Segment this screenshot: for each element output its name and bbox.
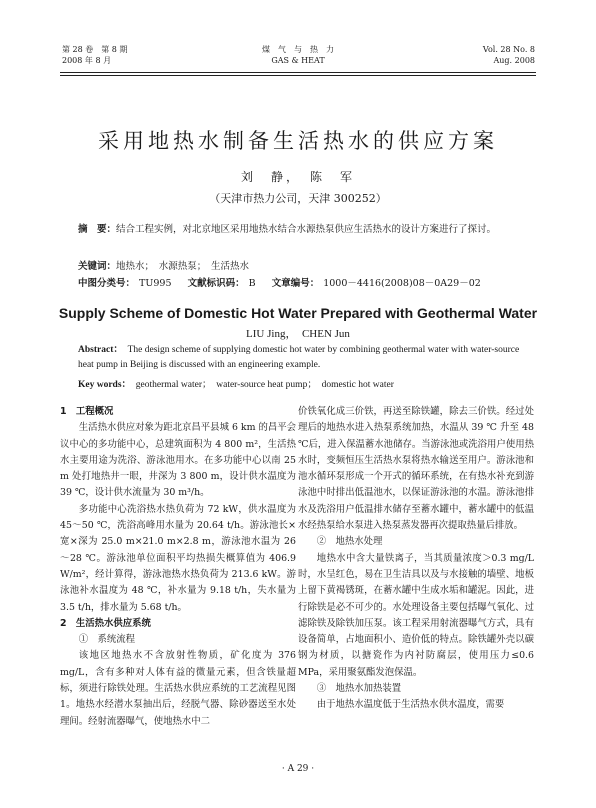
paragraph: 由于地热水温度低于生活热水供水温度，需要 <box>316 699 505 711</box>
abstract-cn <box>78 222 528 237</box>
clc-label: 中图分类号： <box>78 278 136 289</box>
doc-code-label: 文献标识码： <box>187 278 245 289</box>
header-rule-top <box>60 72 536 73</box>
keywords-en <box>78 376 394 390</box>
paragraph: 多功能中心洗浴热水热负荷为 72 kW，供水温度为 45～50 ℃，洗浴高峰用水量为 20.64 t/h。游泳池长×宽×深为 25.0 m×21.0 m×2.8 m，游泳池水温为 26～28 ℃。游泳池单位面积平均热损失概算值为 406.9 W/m²，经计算得，游泳池热水热负荷为 213.6 kW。游泳池补水温度为 48 ℃，补水量为 9.18 t/h，失水量为 3.5 t/h，排水量为 5.68 t/h。 <box>60 503 296 613</box>
subsection-heading: ③ 地热水加热装置 <box>316 683 402 695</box>
paragraph: 该地区地热水不含放射性物质，矿化度为 376 mg/L，含有多种对人体有益的微量元素，但含铁量超标，须进行除铁处理。生活热水供应系统的工艺流程见图 1。地热水经潜水泵抽出后，经脱气器、除砂器送至水处理间。经射流器曝气，使地热水中二 <box>60 650 296 727</box>
article-id-value: 1000－4416(2008)08－0A29－02 <box>323 278 481 289</box>
paragraph: 生活热水供应对象为距北京昌平县城 6 km 的昌平会议中心的多功能中心，总建筑面积为 4 800 m²，生活热水主要用途为洗浴、游泳池用水。在多功能中心以南 25 m 处打地热井一眼，井深为 3 800 m，设计供水温度为 39 ℃，设计供水流量为 30 m³/h。 <box>60 422 296 499</box>
section-heading: 2 生活热水供应系统 <box>60 617 151 629</box>
classification-row <box>78 275 485 289</box>
journal-name-cn: 煤 气 与 热 力 <box>262 45 334 54</box>
keywords-en-label: Key words： <box>78 380 132 390</box>
abstract-cn-label: 摘 要： <box>78 224 117 235</box>
article-title-cn: 采用地热水制备生活热水的供应方案 <box>98 129 498 153</box>
clc-value: TU995 <box>139 278 172 289</box>
keywords-cn <box>78 258 249 272</box>
body-column-right <box>298 404 534 714</box>
doc-code-value: B <box>248 278 256 289</box>
subsection-heading: ② 地热水处理 <box>316 536 383 548</box>
article-id-label: 文章编号： <box>271 278 320 289</box>
abstract-en-label: Abstract： <box>78 345 123 355</box>
body-column-left <box>60 404 296 730</box>
volume-issue: 第 28 卷 第 8 期 <box>62 45 128 54</box>
paragraph: 地热水中含大量铁离子，当其质量浓度＞0.3 mg/L 时，水呈红色，易在卫生洁具以及与水接触的墙壁、地板上留下黄褐锈斑，在蓄水罐中生成水垢和罐泥。因此，进行除铁是必不可少的。水处理设备主要包括曝气氧化、过滤除铁及除铁加压泵。该工程采用射流器曝气方式，具有设备简单，占地面积小、造价低的特点。除铁罐外壳以碳钢为材质，以搪瓷作为内衬防腐层，使用压力≤0.6 MPa，采用聚氨酯发泡保温。 <box>298 552 534 678</box>
section-heading: 1 工程概况 <box>60 406 114 417</box>
abstract-en-text: The design scheme of supplying domestic hot water by combining geothermal water with water-source heat pump in Beijing is discussed with an engineering example. <box>78 345 520 370</box>
authors-en: LIU Jing， CHEN Jun <box>246 328 350 340</box>
issue-date-en: Aug. 2008 <box>493 56 535 65</box>
affiliation-cn: （天津市热力公司，天津 300252） <box>209 192 387 205</box>
keywords-en-text: geothermal water； water-source heat pump； domestic hot water <box>135 380 394 390</box>
abstract-cn-text: 结合工程实例，对北京地区采用地热水结合水源热泵供应生活热水的设计方案进行了探讨。 <box>116 224 497 235</box>
abstract-en <box>78 343 528 373</box>
header-rule-bottom <box>60 75 536 76</box>
authors-cn: 刘 静， 陈 军 <box>240 170 355 184</box>
article-title-en: Supply Scheme of Domestic Hot Water Prepared with Geothermal Water <box>58 305 538 321</box>
keywords-cn-label: 关键词： <box>78 261 117 272</box>
header-right <box>483 44 535 66</box>
issue-date: 2008 年 8 月 <box>62 56 112 65</box>
paragraph: 价铁氧化成三价铁，再送至除铁罐，除去三价铁。经过处理后的地热水进入热泵系统加热，水温从 39 ℃ 升至 48 ℃后，进入保温蓄水池储存。当游泳池或洗浴用户使用热水时，变频恒压生活热水泵将热水输送至用户。游泳池和池水循环泵形成一个开式的循环系统，在有热水补充到游泳池中时排出低温池水，以保证游泳池的水温。游泳池排水及洗浴用户低温排水储存至蓄水罐中，蓄水罐中的低温水经热泵给水泵进入热泵蒸发器再次提取热量后排放。 <box>298 406 534 532</box>
keywords-cn-text: 地热水； 水源热泵； 生活热水 <box>116 261 250 272</box>
subsection-heading: ① 系统流程 <box>78 634 136 646</box>
journal-name-en: GAS & HEAT <box>271 56 325 65</box>
page-number: · A 29 · <box>281 764 315 774</box>
volume-issue-en: Vol. 28 No. 8 <box>482 45 535 54</box>
